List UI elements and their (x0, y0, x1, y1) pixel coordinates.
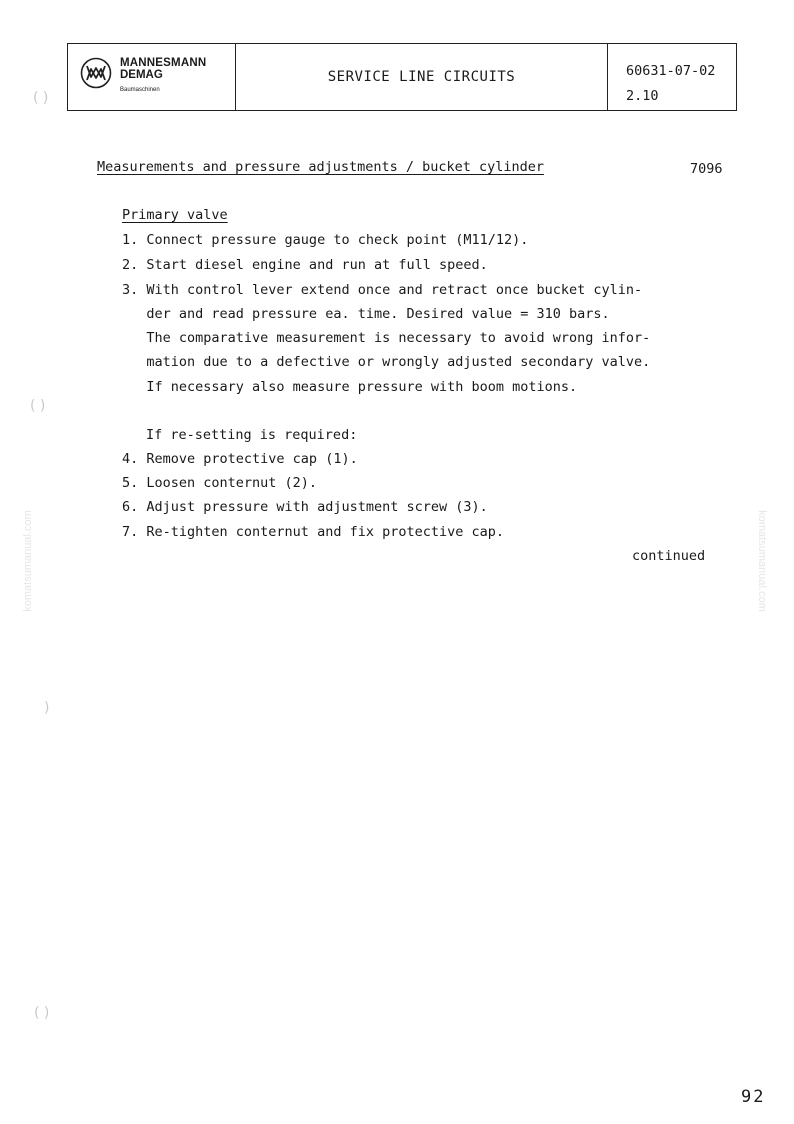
continued-note: continued (632, 548, 706, 564)
logo-block (68, 44, 236, 110)
document-code-block (608, 44, 736, 110)
logo-brand-line1: MANNESMANN (120, 57, 207, 69)
reset-step: 7. Re-tighten conternut and fix protective cap. (122, 524, 505, 540)
resetting-intro: If re-setting is required: (146, 427, 358, 443)
logo-brand-line2: DEMAG (120, 69, 163, 81)
reset-step: 4. Remove protective cap (1). (122, 451, 358, 467)
punch-hole-mark: ) (44, 700, 50, 716)
reset-step: 5. Loosen conternut (2). (122, 475, 318, 491)
step-line: 3. With control lever extend once and retract once bucket cylin- (122, 282, 643, 298)
watermark-left: komatsumanual.com (21, 510, 34, 612)
section-number: 2.10 (626, 88, 659, 104)
logo-brand-subline: Baumaschinen (120, 87, 160, 93)
step-line: If necessary also measure pressure with boom motions. (122, 379, 578, 395)
reset-step: 6. Adjust pressure with adjustment screw (3). (122, 499, 488, 515)
document-title: SERVICE LINE CIRCUITS (236, 44, 608, 110)
document-number: 60631-07-02 (626, 63, 716, 79)
section-heading: Measurements and pressure adjustments / bucket cylinder (97, 159, 545, 175)
mannesmann-demag-logo-icon (80, 57, 112, 89)
punch-hole-mark: ( ) (33, 90, 49, 106)
subheading-primary-valve: Primary valve (122, 207, 228, 223)
step-line: mation due to a defective or wrongly adjusted secondary valve. (122, 354, 651, 370)
document-header (67, 43, 737, 111)
watermark-right: komatsumanual.com (755, 510, 768, 612)
punch-hole-mark: ( ) (34, 1005, 50, 1021)
punch-hole-mark: ( ) (30, 398, 46, 414)
step-line: 2. Start diesel engine and run at full speed. (122, 257, 488, 273)
step-line: der and read pressure ea. time. Desired value = 310 bars. (122, 306, 610, 322)
step-line: The comparative measurement is necessary to avoid wrong infor- (122, 330, 651, 346)
heading-reference-number: 7096 (690, 161, 723, 177)
page-number: 92 (741, 1087, 766, 1107)
step-line: 1. Connect pressure gauge to check point (M11/12). (122, 232, 529, 248)
